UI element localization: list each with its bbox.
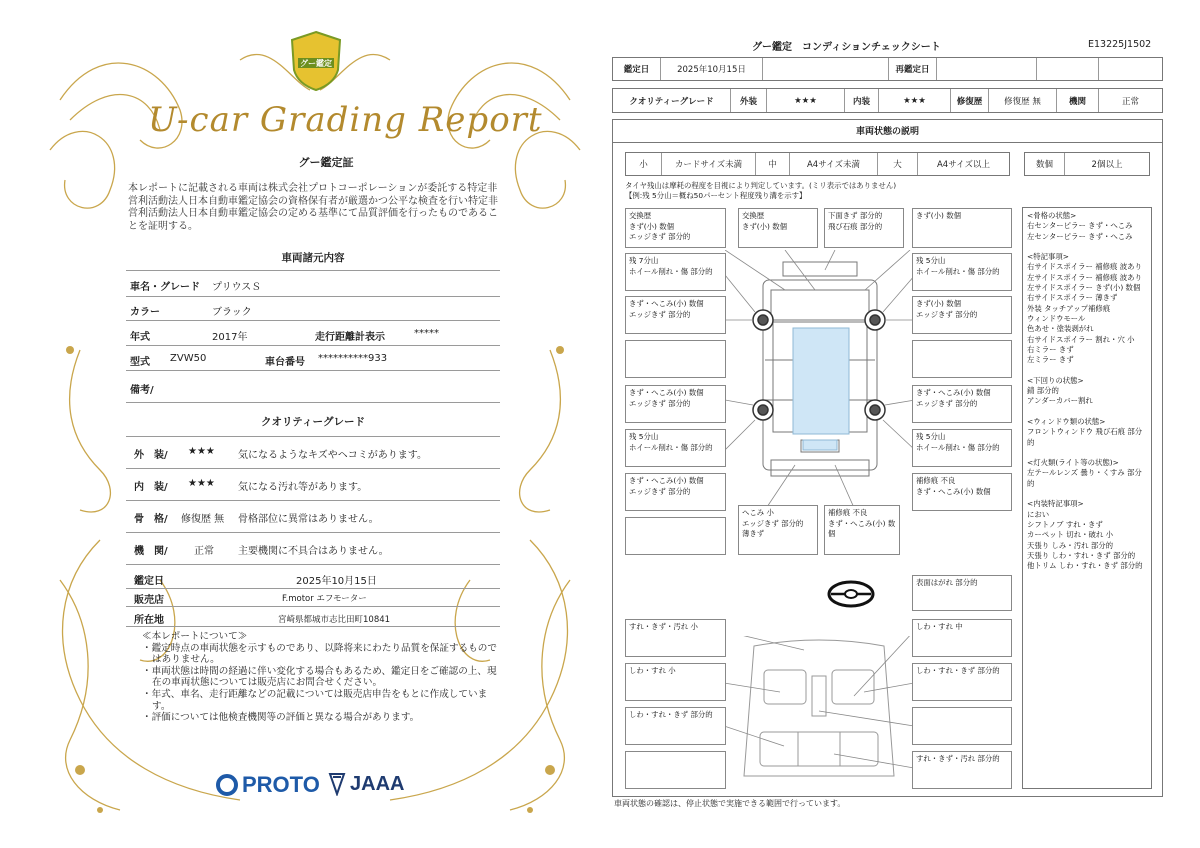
interior-box-console: [912, 707, 1012, 745]
frame-text: 骨格部位に異常はありません。: [238, 514, 379, 525]
damage-box-right-fender: きず(小) 数個 エッジきず 部分的: [912, 296, 1012, 334]
date-value: 2025年10月15日: [296, 576, 377, 587]
interior-box-right-trim: しわ・すれ・きず 部分的: [912, 663, 1012, 701]
frame-value: 修復歴 無: [181, 514, 225, 525]
damage-box-front-underside: 下面きず 部分的 飛び石痕 部分的: [824, 208, 904, 248]
interior-box-dashboard: すれ・きず・汚れ 小: [625, 619, 726, 657]
damage-box-rear-bottom-left: [625, 517, 726, 555]
notes: [138, 631, 498, 724]
damage-box-front-right: きず(小) 数個: [912, 208, 1012, 248]
goo-badge: [290, 30, 342, 92]
chassis-value: **********933: [318, 353, 388, 364]
remarks-label: 備考/: [130, 385, 154, 396]
damage-box-rear-right: 補修痕 不良 きず・へこみ(小) 数個: [912, 473, 1012, 511]
jaaa-mark-icon: [328, 772, 346, 796]
damage-box-left-rear-door: きず・へこみ(小) 数個 エッジきず 部分的: [625, 385, 726, 423]
exterior-text: 気になるようなキズやヘコミがあります。: [238, 450, 427, 461]
date-label: 鑑定日: [134, 576, 164, 587]
tire-box-rear-right: 残 5分山 ホイール削れ・傷 部分的: [912, 429, 1012, 467]
damage-box-right-mid: [912, 340, 1012, 378]
color-label: カラー: [130, 307, 160, 318]
car-name-value: プリウスＳ: [212, 282, 262, 293]
note-item: ・車両状態は時間の経過に伴い変化する場合もあるため、鑑定日をご確認の上、現在の車両状態については販売店にお問合せください。: [142, 665, 497, 689]
car-name-label: 車名・グレード: [130, 282, 200, 293]
date-row: 鑑定日 2025年10月15日 再鑑定日: [612, 57, 1163, 81]
proto-logo: PROTO: [216, 772, 320, 798]
spec-heading: 車両諸元内容: [281, 252, 345, 264]
interior-label: 内 装/: [134, 482, 168, 493]
tire-box-front-left: 残 7分山 ホイール削れ・傷 部分的: [625, 253, 726, 291]
note-item: ・鑑定時点の車両状態を示すものであり、以降将来にわたり品質を保証するものではありません。: [142, 642, 497, 666]
certificate-intro: 本レポートに記載される車両は株式会社プロトコーポレーションが委託する特定非営利活動法人日本自動車鑑定協会の資格保有者が厳選かつ公平な検査を行い特定非営利活動法人日本自動車鑑定協会の定める基準にて品質評価を行ったものであることを証明する。: [128, 183, 498, 232]
exterior-label: 外 装/: [134, 450, 168, 461]
shop-label: 販売店: [134, 595, 164, 606]
tire-note-2: 【例:残 5分山＝概ね50パーセント程度残り溝を示す】: [625, 191, 807, 200]
mileage-value: *****: [414, 328, 439, 339]
proto-mark-icon: [216, 774, 238, 796]
certificate-title: U-car Grading Report: [148, 100, 543, 140]
state-heading: 車両状態の説明: [612, 119, 1163, 143]
frame-label: 骨 格/: [134, 514, 168, 525]
sheet-footer: 車両状態の確認は、停止状態で実施できる範囲で行っています。: [614, 799, 846, 808]
chassis-label: 車台番号: [265, 357, 305, 368]
jaaa-logo: JAAA: [328, 772, 404, 796]
interior-box-rear-right: すれ・きず・汚れ 部分的: [912, 751, 1012, 789]
car-interior-diagram: [724, 636, 914, 786]
address-value: 宮崎県都城市志比田町10841: [278, 615, 391, 625]
grade-row: クオリティーグレード 外装 ★★★ 内装 ★★★ 修復歴 修復歴 無 機関 正常: [612, 88, 1163, 113]
damage-box-right-rear-door: きず・へこみ(小) 数個 エッジきず 部分的: [912, 385, 1012, 423]
side-notes-list: <骨格の状態> 右センターピラー きず・へこみ 左センターピラー きず・へこみ <特記事項> 右サイドスポイラー 補修痕 波あり 左サイドスポイラー 補修痕 波あり 左サイドスポイラー きず(小) 数個 右サイドスポイラー 薄きず 外装 タッチアップ補修痕 ウィンドウモール 色あせ・塗装剥がれ 右サイドスポイラー 割れ・穴 小 右ミラー きず 左ミラー きず <下回りの状態> 錆 部分的 アンダーカバー割れ <ウィンドウ類の状態> フロントウィンドウ 飛び石痕 部分的 <灯火類(ライト等の状態)> 左テールレンズ 曇り・くすみ 部分的 <内装特記事項> におい シフトノブ すれ・きず カーペット 切れ・破れ 小 天張り しみ・汚れ 部分的 天張り しわ・すれ・きず 部分的 他トリム しわ・すれ・きず 部分的: [1027, 211, 1143, 571]
damage-box-rear-bumper-left: へこみ 小 エッジきず 部分的 薄きず: [738, 505, 818, 555]
interior-box-steering: 表面はがれ 部分的: [912, 575, 1012, 611]
model-label: 型式: [130, 357, 150, 368]
year-label: 年式: [130, 332, 150, 343]
notes-side-panel: [1022, 207, 1152, 789]
damage-box-front-left: 交換歴 きず(小) 数個 エッジきず 部分的: [625, 208, 726, 248]
damage-box-left-mid: [625, 340, 726, 378]
certificate-subtitle: グー鑑定証: [298, 156, 354, 169]
interior-box-rear-seat: しわ・すれ・きず 部分的: [625, 707, 726, 745]
engine-label: 機 関/: [134, 546, 168, 557]
size-legend: 小 カードサイズ未満 中 A4サイズ未満 大 A4サイズ以上: [625, 152, 1010, 176]
tire-box-rear-left: 残 5分山 ホイール削れ・傷 部分的: [625, 429, 726, 467]
mileage-label: 走行距離計表示: [315, 332, 385, 343]
grade-heading: クオリティーグレード: [261, 416, 365, 428]
exterior-stars: ★★★: [188, 446, 215, 457]
interior-stars: ★★★: [188, 478, 215, 489]
tire-box-front-right: 残 5分山 ホイール削れ・傷 部分的: [912, 253, 1012, 291]
interior-box-front-left-seat: しわ・すれ 小: [625, 663, 726, 701]
tire-note-1: タイヤ残山は摩耗の程度を目視により判定しています。(ミリ表示ではありません): [625, 181, 897, 190]
steering-wheel-icon: [826, 580, 876, 610]
damage-box-left-fender: きず・へこみ(小) 数個 エッジきず 部分的: [625, 296, 726, 334]
interior-box-rear-left: [625, 751, 726, 789]
model-value: ZVW50: [170, 353, 207, 364]
badge-text: グー鑑定: [300, 59, 332, 68]
color-value: ブラック: [212, 307, 252, 318]
engine-text: 主要機関に不具合はありません。: [238, 546, 389, 557]
notes-heading: ≪本レポートについて≫: [142, 631, 248, 642]
interior-text: 気になる汚れ等があります。: [238, 482, 368, 493]
shop-value: F.motor エフモーター: [282, 594, 367, 604]
note-item: ・年式、車名、走行距離などの記載については販売店申告をもとに作成しています。: [142, 688, 488, 712]
sheet-title: グー鑑定 コンディションチェックシート: [752, 42, 941, 53]
car-top-diagram: [725, 250, 915, 510]
sheet-code: E13225J1502: [1088, 39, 1152, 50]
damage-box-rear-bumper-right: 補修痕 不良 きず・へこみ(小) 数個: [824, 505, 900, 555]
interior-box-front-right-seat: しわ・すれ 中: [912, 619, 1012, 657]
address-label: 所在地: [134, 615, 164, 626]
count-legend: 数個 2個以上: [1024, 152, 1150, 176]
year-value: 2017年: [212, 332, 248, 343]
engine-value: 正常: [194, 546, 214, 557]
damage-box-rear-left: きず・へこみ(小) 数個 エッジきず 部分的: [625, 473, 726, 511]
note-item: ・評価については他検査機関等の評価と異なる場合があります。: [142, 712, 420, 724]
damage-box-hood-left: 交換歴 きず(小) 数個: [738, 208, 818, 248]
